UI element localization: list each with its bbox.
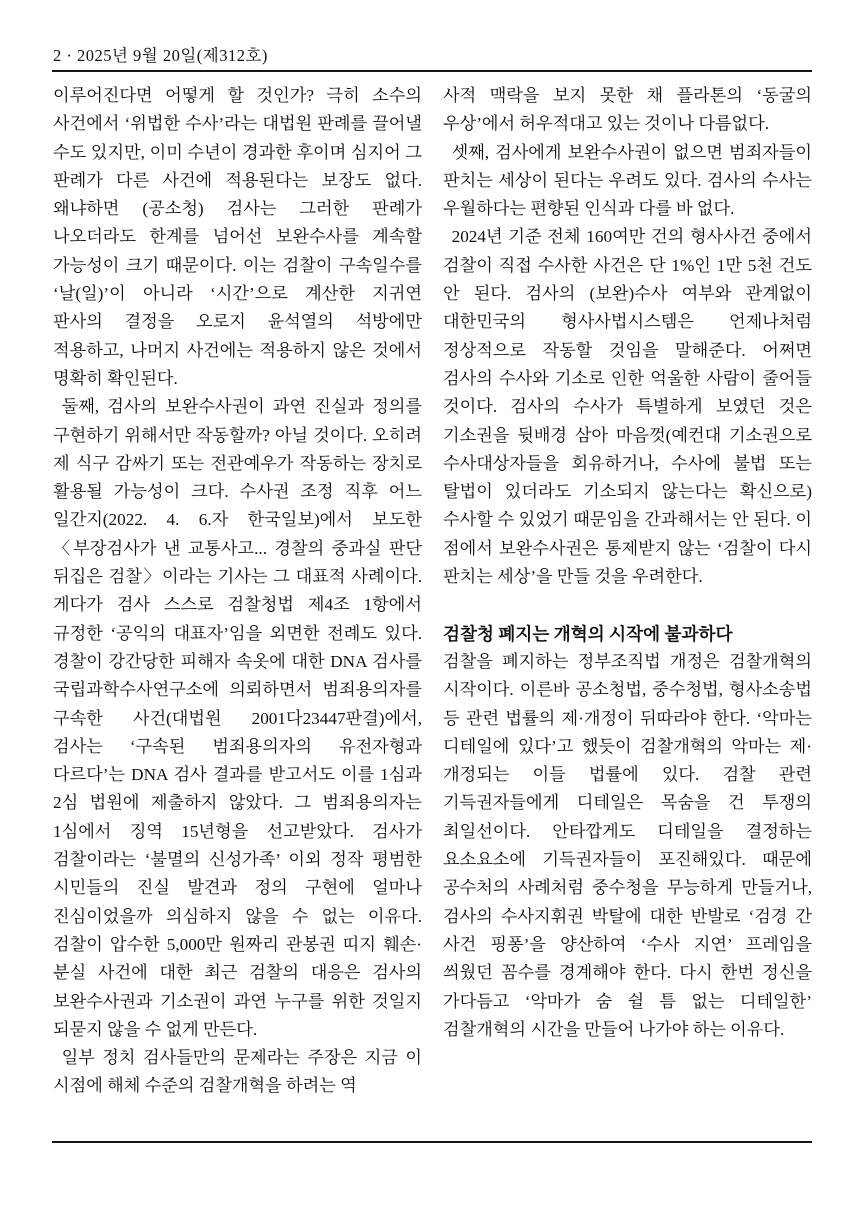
article-body — [53, 82, 812, 1101]
right-column — [443, 82, 812, 1101]
paragraph: 사적 맥락을 보지 못한 채 플라톤의 ‘동굴의 우상’에서 허우적대고 있는 것이나 다름없다. — [443, 86, 812, 134]
masthead — [53, 44, 268, 68]
paragraph: 둘째, 검사의 보완수사권이 과연 진실과 정의를 구현하기 위해서만 작동할까? 아닐 것이다. 오히려 제 식구 감싸기 또는 전관예우가 작동하는 장치로 활용될 가능성이 크다. 수사권 조정 직후 어느 일간지(2022. 4. 6.자 한국일보)에서 보도한 〈부장검사가 낸 교통사고... 경찰의 중과실 판단 뒤집은 검찰〉이라는 기사는 그 대표적 사례이다. 게다가 검사 스스로 검찰청법 제4조 1항에서 규정한 ‘공익의 대표자’임을 외면한 전례도 있다. 경찰이 강간당한 피해자 속옷에 대한 DNA 검사를 국립과학수사연구소에 의뢰하면서 범죄용의자를 구속한 사건(대법원 2001다23447판결)에서, 검사는 ‘구속된 범죄용의자의 유전자형과 다르다’는 DNA 검사 결과를 받고서도 이를 1심과 2심 법원에 제출하지 않았다. 그 범죄용의자는 1심에서 징역 15년형을 선고받았다. 검사가 검찰이라는 ‘불멸의 신성가족’ 이외 정작 평범한 시민들의 진실 발견과 정의 구현에 얼마나 진심이었을까 의심하지 않을 수 없는 이유다. 검찰이 압수한 5,000만 원짜리 관봉권 띠지 훼손·분실 사건에 대한 최근 검찰의 대응은 검사의 보완수사권과 기소권이 과연 누구를 위한 것일지 되묻지 않을 수 없게 만든다. — [53, 397, 422, 1039]
paragraph: 검찰을 폐지하는 정부조직법 개정은 검찰개혁의 시작이다. 이른바 공소청법, 중수청법, 형사소송법 등 관련 법률의 제·개정이 뒤따라야 한다. ‘악마는 디테일에 있다’고 했듯이 검찰개혁의 악마는 제·개정되는 이들 법률에 있다. 검찰 관련 기득권자들에게 디테일은 목숨을 건 투쟁의 최일선이다. 안타깝게도 디테일을 결정하는 요소요소에 기득권자들이 포진해있다. 때문에 공수처의 사례처럼 중수청을 무능하게 만들거나, 검사의 수사지휘권 박탈에 대한 반발로 ‘검경 간 사건 핑퐁’을 양산하여 ‘수사 지연’ 프레임을 씌웠던 꼼수를 경계해야 한다. 다시 한번 정신을 가다듬고 ‘악마가 숨 쉴 틈 없는 디테일한’ 검찰개혁의 시간을 만들어 나가야 하는 이유다. — [443, 651, 812, 1039]
section-heading: 검찰청 폐지는 개혁의 시작에 불과하다 — [443, 623, 733, 644]
footer-rule — [52, 1141, 812, 1143]
paragraph: 이루어진다면 어떻게 할 것인가? 극히 소수의 사건에서 ‘위법한 수사’라는 대법원 판례를 끌어낼 수도 있지만, 이미 수년이 경과한 후이며 심지어 그 판례가 다른 사건에 적용된다는 보장도 없다. 왜냐하면 (공소청) 검사는 그러한 판례가 나오더라도 한계를 넘어선 보완수사를 계속할 가능성이 크기 때문이다. 이는 검찰이 구속일수를 ‘날(일)’이 아니라 ‘시간’으로 계산한 지귀연 판사의 결정을 오로지 윤석열의 석방에만 적용하고, 나머지 사건에는 적용하지 않은 것에서 명확히 확인된다. — [53, 86, 422, 388]
paragraph: 일부 정치 검사들만의 문제라는 주장은 지금 이 시점에 해체 수준의 검찰개혁을 하려는 역 — [53, 1048, 422, 1096]
paragraph: 셋째, 검사에게 보완수사권이 없으면 범죄자들이 판치는 세상이 된다는 우려도 있다. 검사의 수사는 우월하다는 편향된 인식과 다를 바 없다. — [443, 142, 812, 219]
page-number-date: 2 · 2025년 9월 20일(제312호) — [53, 46, 268, 65]
left-column — [53, 82, 422, 1101]
paragraph: 2024년 기준 전체 160여만 건의 형사사건 중에서 검찰이 직접 수사한 사건은 단 1%인 1만 5천 건도 안 된다. 검사의 (보완)수사 여부와 관계없이 대한민국의 형사사법시스템은 언제나처럼 정상적으로 작동할 것임을 말해준다. 어쩌면 검사의 수사와 기소로 인한 억울한 사람이 줄어들 것이다. 검사의 수사가 특별하게 보였던 것은 기소권을 뒷배경 삼아 마음껏(예컨대 기소권으로 수사대상자들을 회유하거나, 수사에 불법 또는 탈법이 있더라도 기소되지 않는다는 확신으로) 수사할 수 있었기 때문임을 간과해서는 안 된다. 이 점에서 보완수사권은 통제받지 않는 ‘검찰이 다시 판치는 세상’을 만들 것을 우려한다. — [443, 227, 812, 587]
masthead-rule — [52, 70, 812, 72]
